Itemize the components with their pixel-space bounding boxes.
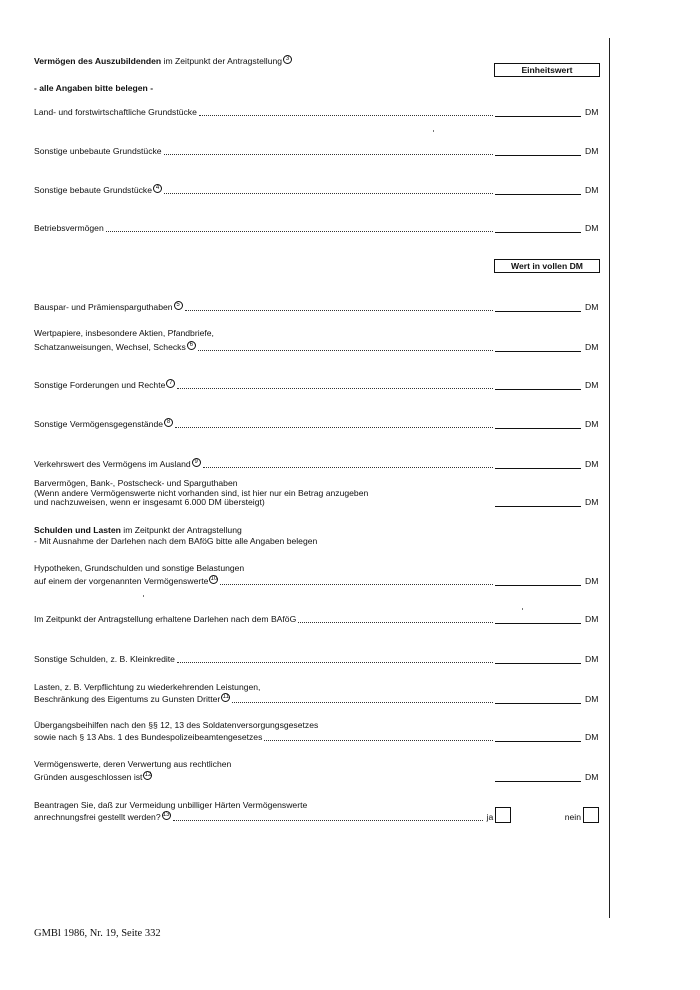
amount-field[interactable] <box>495 194 581 195</box>
amount-field[interactable] <box>495 506 581 507</box>
amount-field[interactable] <box>495 781 581 782</box>
footnote-marker: 5 <box>174 301 183 310</box>
amount-field[interactable] <box>495 703 581 704</box>
checkbox-ja[interactable] <box>495 807 511 823</box>
form-row-uebergangsbeihilfen: sowie nach § 13 Abs. 1 des Bundespolizeibeamtengesetzes DM <box>34 732 599 742</box>
amount-field[interactable] <box>495 311 581 312</box>
amount-field[interactable] <box>495 351 581 352</box>
footnote-marker: 10 <box>210 576 218 582</box>
form-row-wertpapiere: Schatzanweisungen, Wechsel, Schecks 6 DM <box>34 341 599 352</box>
form-row-unbebaut: Sonstige unbebaute Grundstücke DM <box>34 146 599 156</box>
scan-speck <box>433 130 434 132</box>
scan-speck <box>143 595 144 597</box>
amount-field[interactable] <box>495 468 581 469</box>
form-row-pre-line: Wertpapiere, insbesondere Aktien, Pfandbriefe, <box>34 328 214 338</box>
footnote-marker: 7 <box>166 379 175 388</box>
form-row-hypotheken: auf einem der vorgenannten Vermögenswerte 10 DM <box>34 575 599 586</box>
amount-field[interactable] <box>495 116 581 117</box>
form-row-sonstige-vermoegen: Sonstige Vermögensgegenstände 8 DM <box>34 418 599 429</box>
footnote-marker: 6 <box>187 341 196 350</box>
form-row-forderungen: Sonstige Forderungen und Rechte 7 DM <box>34 379 599 390</box>
form-row-pre-line: (Wenn andere Vermögenswerte nicht vorhanden sind, ist hier nur ein Betrag anzugeben <box>34 488 369 498</box>
form-row-sonstige-schulden: Sonstige Schulden, z. B. Kleinkredite DM <box>34 654 599 664</box>
form-row-ausland: Verkehrswert des Vermögens im Ausland 9 DM <box>34 458 599 469</box>
form-row-bauspar: Bauspar- und Prämiensparguthaben 5 DM <box>34 301 599 312</box>
checkbox-nein[interactable] <box>583 807 599 823</box>
question-row: anrechnungsfrei gestellt werden? 13 ja nein <box>34 805 599 823</box>
scan-speck <box>522 608 523 610</box>
amount-field[interactable] <box>495 428 581 429</box>
form-row-pre-line: Lasten, z. B. Verpflichtung zu wiederkehrenden Leistungen, <box>34 682 261 692</box>
form-row-land: Land- und forstwirtschaftliche Grundstücke DM <box>34 107 599 117</box>
form-row-barvermoegen: und nachzuweisen, wenn er insgesamt 6.000 DM übersteigt) DM <box>34 497 599 507</box>
column-header-einheitswert: Einheitswert <box>494 63 600 77</box>
amount-field[interactable] <box>495 232 581 233</box>
question-line: Beantragen Sie, daß zur Vermeidung unbilliger Härten Vermögenswerte <box>34 800 308 810</box>
amount-field[interactable] <box>495 155 581 156</box>
footnote-marker: 11 <box>222 694 229 700</box>
section-subtitle: - Mit Ausnahme der Darlehen nach dem BAföG bitte alle Angaben belegen <box>34 536 318 546</box>
footnote-marker: 4 <box>153 184 162 193</box>
amount-field[interactable] <box>495 741 581 742</box>
form-row-betriebsvermoegen: Betriebsvermögen DM <box>34 223 599 233</box>
section-title-debts: Schulden und Lasten im Zeitpunkt der Antragstellung <box>34 525 242 535</box>
column-header-wert: Wert in vollen DM <box>494 259 600 273</box>
footnote-marker: 9 <box>192 458 201 467</box>
form-row-pre-line: Hypotheken, Grundschulden und sonstige Belastungen <box>34 563 245 573</box>
footnote-marker: 3 <box>283 55 292 64</box>
form-row-verwertung: Gründen ausgeschlossen ist 12 DM <box>34 771 599 782</box>
page-footer: GMBl 1986, Nr. 19, Seite 332 <box>34 928 161 939</box>
footnote-marker: 12 <box>144 772 152 778</box>
amount-field[interactable] <box>495 623 581 624</box>
form-row-lasten: Beschränkung des Eigentums zu Gunsten Dritter 11 DM <box>34 693 599 704</box>
section-subtitle: - alle Angaben bitte belegen - <box>34 83 154 93</box>
footnote-marker: 13 <box>162 812 170 819</box>
footnote-marker: 8 <box>164 418 173 427</box>
form-row-pre-line: Vermögenswerte, deren Verwertung aus rechtlichen <box>34 759 232 769</box>
form-row-pre-line: Barvermögen, Bank-, Postscheck- und Sparguthaben <box>34 478 238 488</box>
form-row-pre-line: Übergangsbeihilfen nach den §§ 12, 13 des Soldatenversorgungsgesetzes <box>34 720 319 730</box>
amount-field[interactable] <box>495 389 581 390</box>
amount-field[interactable] <box>495 585 581 586</box>
right-margin-rule <box>609 38 610 918</box>
amount-field[interactable] <box>495 663 581 664</box>
form-row-bebaut: Sonstige bebaute Grundstücke 4 DM <box>34 184 599 195</box>
form-row-bafoeg: Im Zeitpunkt der Antragstellung erhaltene Darlehen nach dem BAföG DM <box>34 614 599 624</box>
section-title-assets: Vermögen des Auszubildenden im Zeitpunkt der Antragstellung 3 <box>34 55 292 67</box>
